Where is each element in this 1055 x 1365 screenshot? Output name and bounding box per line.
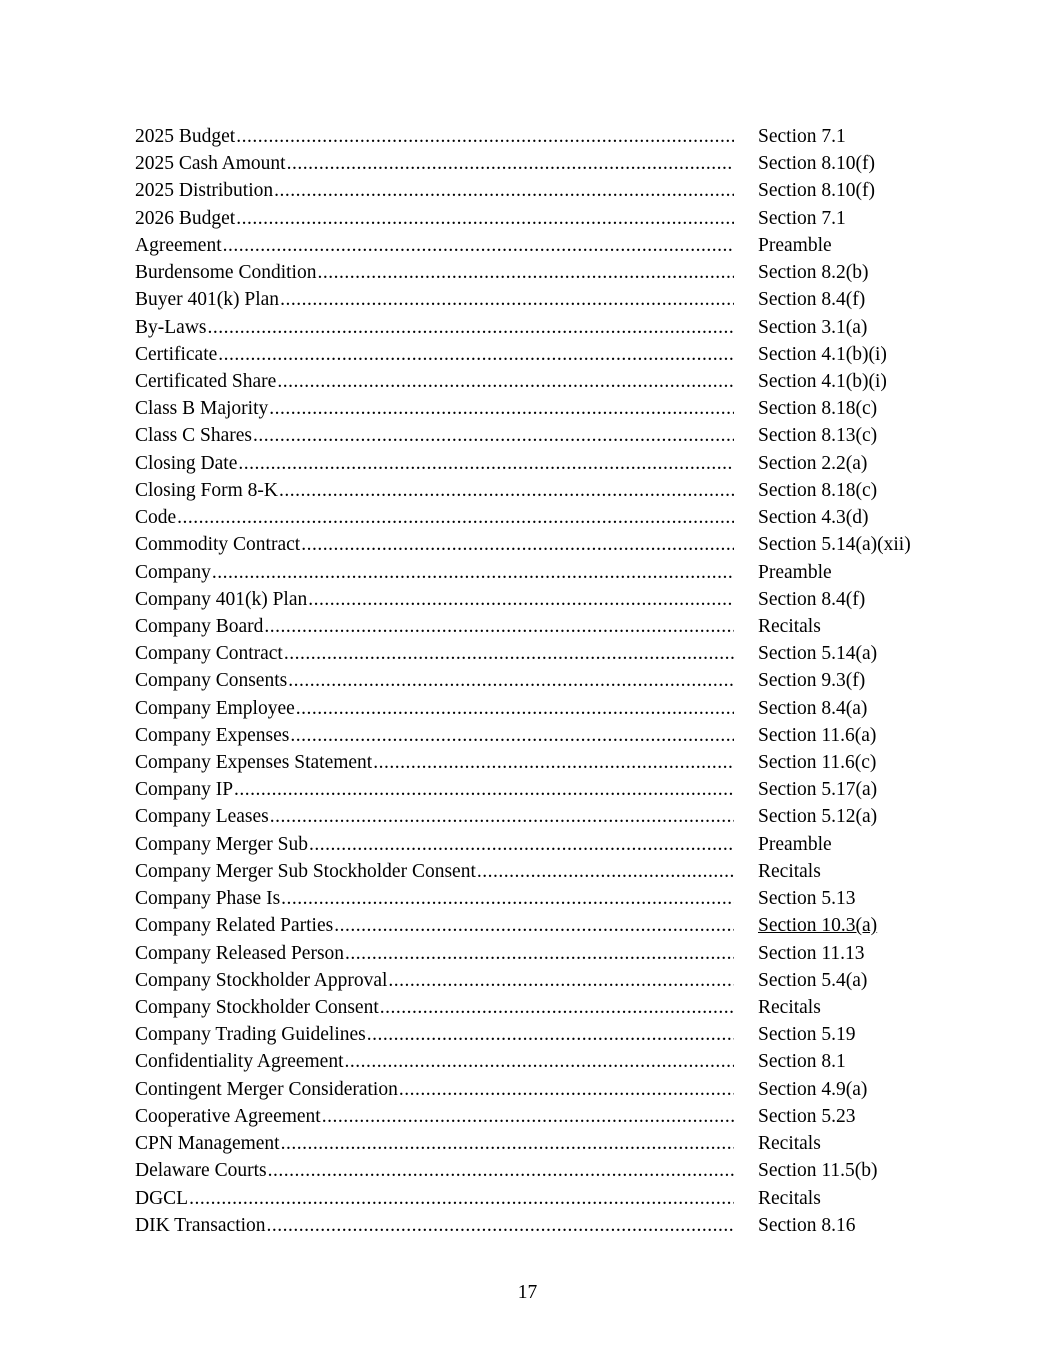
section-reference: Section 5.4(a) [758,969,868,991]
defined-term: Commodity Contract [135,534,301,556]
defined-term: Company Phase Is [135,888,281,910]
section-reference: Section 8.16 [758,1214,856,1236]
defined-term: 2025 Budget [135,126,236,147]
dot-leader [334,912,734,939]
dot-leader [208,314,735,341]
section-reference: Section 8.2(b) [758,262,869,284]
defined-term: DGCL [135,1187,189,1209]
defined-term: Company Merger Sub [135,833,308,855]
section-reference: Section 5.12(a) [758,806,878,828]
index-row [135,831,935,858]
section-reference: Preamble [758,561,832,583]
defined-term: Class C Shares [135,425,252,447]
index-row [135,123,935,150]
defined-term: Burdensome Condition [135,262,317,284]
dot-leader [279,477,734,504]
index-row [135,1048,935,1075]
section-reference: Section 8.18(c) [758,398,878,420]
dot-leader [223,232,734,259]
defined-term: Company Related Parties [135,915,334,937]
defined-term: Company Employee [135,697,295,719]
dot-leader [296,695,734,722]
index-row [135,885,935,912]
section-reference: Section 7.1 [758,126,846,147]
index-row [135,504,935,531]
dot-leader [268,1157,734,1184]
index-row [135,967,935,994]
index-row [135,1185,935,1212]
defined-term: 2025 Cash Amount [135,153,286,175]
defined-term: Company Trading Guidelines [135,1024,366,1046]
dot-leader [367,1021,734,1048]
section-reference: Section 4.1(b)(i) [758,343,887,365]
defined-term: 2026 Budget [135,207,236,229]
dot-leader [290,722,734,749]
dot-leader [269,395,734,422]
index-row [135,994,935,1021]
index-row [135,1130,935,1157]
section-reference-link[interactable]: Section 10.3(a) [758,915,878,937]
defined-term: Cooperative Agreement [135,1105,321,1127]
index-row [135,667,935,694]
dot-leader [277,368,734,395]
section-reference: Section 5.14(a) [758,643,878,665]
section-reference: Section 4.1(b)(i) [758,370,887,392]
dot-leader [322,1103,734,1130]
index-row [135,1212,935,1239]
defined-term: Code [135,507,177,529]
dot-leader [345,940,734,967]
defined-terms-index [135,123,935,1239]
section-reference: Section 8.10(f) [758,153,875,175]
section-reference: Section 7.1 [758,207,846,229]
section-reference: Section 3.1(a) [758,316,868,338]
section-reference: Recitals [758,997,821,1018]
index-row [135,177,935,204]
dot-leader [345,1048,735,1075]
dot-leader [287,150,734,177]
defined-term: Class B Majority [135,398,269,420]
defined-term: Certificate [135,343,218,365]
index-row [135,450,935,477]
dot-leader [280,286,734,313]
section-reference: Section 11.5(b) [758,1160,878,1182]
defined-term: Company Expenses [135,724,290,746]
defined-term: 2025 Distribution [135,180,274,202]
index-row [135,1021,935,1048]
index-row [135,640,935,667]
section-reference: Section 8.4(f) [758,588,866,610]
dot-leader [267,1212,734,1239]
defined-term: Closing Date [135,452,238,474]
dot-leader [274,177,734,204]
section-reference: Recitals [758,615,821,637]
section-reference: Section 8.4(a) [758,697,868,719]
defined-term: Certificated Share [135,370,277,392]
dot-leader [212,559,734,586]
section-reference: Section 5.23 [758,1105,856,1127]
defined-term: Contingent Merger Consideration [135,1078,398,1100]
index-row [135,314,935,341]
section-reference: Section 5.19 [758,1024,856,1046]
index-row [135,586,935,613]
dot-leader [281,1130,734,1157]
dot-leader [218,341,734,368]
defined-term: Company Contract [135,643,283,665]
index-row [135,477,935,504]
section-reference: Section 9.3(f) [758,670,866,692]
dot-leader [399,1076,734,1103]
section-reference: Recitals [758,860,821,882]
index-row [135,749,935,776]
dot-leader [317,259,734,286]
index-row [135,341,935,368]
defined-term: Company Leases [135,806,269,828]
section-reference: Section 4.9(a) [758,1078,868,1100]
dot-leader [234,776,734,803]
defined-term: Buyer 401(k) Plan [135,289,280,311]
index-row [135,232,935,259]
dot-leader [253,422,734,449]
dot-leader [380,994,734,1021]
dot-leader [236,123,734,150]
defined-term: Company Expenses Statement [135,752,373,774]
index-row [135,1157,935,1184]
dot-leader [301,531,734,558]
defined-term: Company Released Person [135,942,345,964]
dot-leader [270,803,734,830]
index-row [135,912,935,939]
index-row [135,858,935,885]
section-reference: Section 8.13(c) [758,425,878,447]
defined-term: Company [135,561,211,583]
dot-leader [189,1185,734,1212]
index-row [135,286,935,313]
index-row [135,368,935,395]
index-row [135,150,935,177]
dot-leader [236,205,734,232]
section-reference: Section 8.4(f) [758,289,866,311]
defined-term: Company IP [135,779,234,801]
dot-leader [373,749,734,776]
index-row [135,559,935,586]
index-row [135,205,935,232]
index-row [135,695,935,722]
defined-term: Company Stockholder Approval [135,969,388,991]
defined-term: Company Consents [135,670,288,692]
index-row [135,1103,935,1130]
index-row [135,613,935,640]
section-reference: Section 8.18(c) [758,479,878,501]
index-row [135,531,935,558]
index-row [135,776,935,803]
page-number: 17 [517,1282,538,1303]
dot-leader [288,667,734,694]
defined-term: DIK Transaction [135,1214,266,1236]
section-reference: Section 4.3(d) [758,507,869,529]
section-reference: Recitals [758,1187,821,1209]
defined-term: Agreement [135,234,222,256]
defined-term: By-Laws [135,316,207,338]
defined-term: Company Stockholder Consent [135,997,379,1018]
section-reference: Recitals [758,1133,821,1155]
defined-term: Delaware Courts [135,1160,267,1182]
index-row [135,1076,935,1103]
section-reference: Section 11.6(c) [758,752,877,774]
dot-leader [308,586,734,613]
section-reference: Section 8.10(f) [758,180,875,202]
defined-term: Closing Form 8-K [135,479,279,501]
index-row [135,259,935,286]
dot-leader [177,504,734,531]
dot-leader [281,885,734,912]
defined-term: Company Board [135,615,264,637]
section-reference: Section 5.13 [758,888,856,910]
dot-leader [284,640,734,667]
section-reference: Section 5.14(a)(xii) [758,534,911,556]
defined-term: Company Merger Sub Stockholder Consent [135,860,476,882]
dot-leader [238,450,734,477]
section-reference: Section 5.17(a) [758,779,878,801]
index-row [135,722,935,749]
section-reference: Section 11.13 [758,942,865,964]
index-row [135,940,935,967]
section-reference: Section 8.1 [758,1051,846,1073]
section-reference: Section 11.6(a) [758,724,877,746]
dot-leader [388,967,734,994]
section-reference: Preamble [758,833,832,855]
index-row [135,395,935,422]
section-reference: Preamble [758,234,832,256]
index-row [135,422,935,449]
defined-term: Company 401(k) Plan [135,588,308,610]
section-reference: Section 2.2(a) [758,452,868,474]
dot-leader [477,858,734,885]
dot-leader [264,613,734,640]
index-row [135,803,935,830]
defined-term: CPN Management [135,1133,280,1155]
defined-term: Confidentiality Agreement [135,1051,344,1073]
dot-leader [309,831,734,858]
